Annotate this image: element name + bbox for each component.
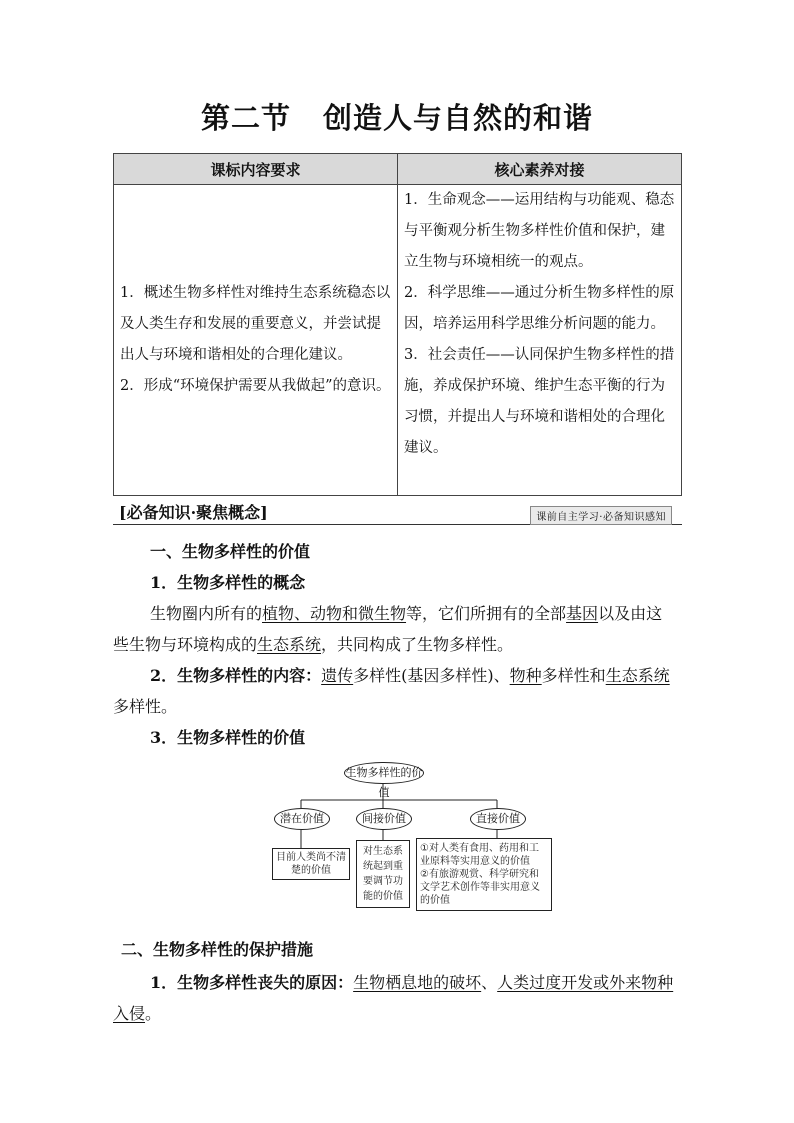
section-heading-1: 一、生物多样性的价值 (150, 542, 311, 561)
literacy-item: 3．社会责任——认同保护生物多样性的措施，养成保护环境、维护生态平衡的行为习惯，并提出人与环境和谐相处的合理化建议。 (404, 347, 675, 456)
requirement-item: 1．概述生物多样性对维持生态系统稳态以及人类生存和发展的重要意义，并尝试提出人与环境和谐相处的合理化建议。 (120, 285, 391, 363)
diagram-indirect-desc: 对生态系统起到重要调节功能的价值 (356, 840, 410, 908)
table-header-left: 课标内容要求 (114, 154, 398, 185)
value-diagram (262, 760, 562, 930)
diagram-potential: 潜在价值 (274, 808, 330, 830)
subheading-concept: 1．生物多样性的概念 (150, 573, 306, 592)
curriculum-table (113, 153, 682, 496)
table-header-right: 核心素养对接 (398, 154, 682, 185)
section-heading-2: 二、生物多样性的保护措施 (121, 940, 314, 959)
diagram-potential-desc: 目前人类尚不清楚的价值 (272, 848, 350, 880)
diagram-root: 生物多样性的价值 (344, 762, 424, 784)
section-label: [必备知识·聚焦概念] (119, 503, 268, 522)
literacy-item: 2．科学思维——通过分析生物多样性的原因，培养运用科学思维分析问题的能力。 (404, 285, 675, 332)
paragraph-content: 2．生物多样性的内容：遗传多样性(基因多样性)、物种多样性和生态系统多样性。 (113, 666, 670, 716)
literacy-item: 1．生命观念——运用结构与功能观、稳态与平衡观分析生物多样性价值和保护，建立生物与环境相统一的观点。 (404, 192, 675, 270)
section-tag: 课前自主学习·必备知识感知 (530, 506, 672, 525)
diagram-direct: 直接价值 (470, 808, 526, 830)
diagram-indirect: 间接价值 (356, 808, 412, 830)
table-cell-right (398, 185, 682, 496)
diagram-direct-desc (416, 838, 552, 911)
paragraph-loss-causes: 1．生物多样性丧失的原因：生物栖息地的破坏、人类过度开发或外来物种入侵。 (113, 973, 674, 1023)
direct-desc-item-1: ①对人类有食用、药用和工业原料等实用意义的价值 (420, 843, 539, 867)
section-bar (113, 500, 682, 525)
direct-desc-item-2: ②有旅游观赏、科学研究和文学艺术创作等非实用意义的价值 (420, 869, 540, 906)
table-cell-left (114, 185, 398, 496)
requirement-item: 2．形成“环境保护需要从我做起”的意识。 (120, 378, 391, 394)
subheading-value: 3．生物多样性的价值 (150, 728, 306, 747)
paragraph-concept: 生物圈内所有的植物、动物和微生物等，它们所拥有的全部基因以及由这些生物与环境构成的生态系统，共同构成了生物多样性。 (113, 604, 663, 654)
page-title: 第二节 创造人与自然的和谐 (200, 101, 594, 135)
